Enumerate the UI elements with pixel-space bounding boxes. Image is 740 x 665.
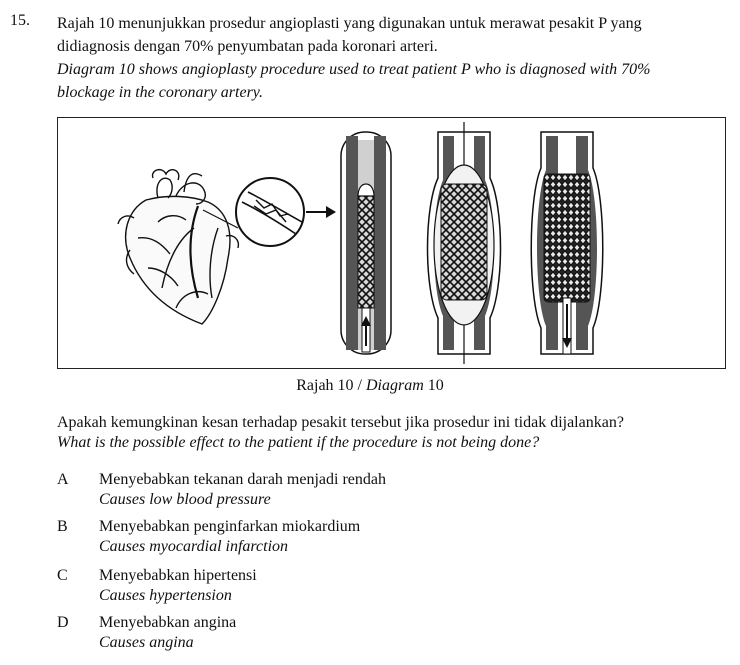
stem-english-line-2: blockage in the coronary artery.	[57, 84, 264, 101]
angioplasty-illustration	[58, 118, 725, 368]
option-letter: D	[57, 614, 69, 631]
option-letter: B	[57, 518, 68, 535]
option-english: Causes low blood pressure	[99, 491, 271, 508]
figure-caption	[0, 377, 740, 395]
right-arrow	[306, 206, 336, 218]
option-malay: Menyebabkan penginfarkan miokardium	[99, 518, 361, 535]
stem-malay-line-2: didiagnosis dengan 70% penyumbatan pada koronari arteri.	[57, 38, 438, 55]
option-malay: Menyebabkan angina	[99, 614, 237, 631]
artery-stage-balloon	[428, 122, 501, 364]
caption-english: Diagram	[365, 377, 424, 394]
question-stem	[57, 12, 727, 104]
artery-closeup-circle	[236, 178, 304, 246]
option-english: Causes myocardial infarction	[99, 538, 289, 555]
option-malay: Menyebabkan tekanan darah menjadi rendah	[99, 471, 386, 488]
option-letter: C	[57, 567, 68, 584]
stem-malay-line-1: Rajah 10 menunjukkan prosedur angioplasti yang digunakan untuk merawat pesakit P yang	[57, 15, 642, 32]
question-number: 15.	[10, 12, 30, 29]
question-prompt	[57, 413, 727, 453]
option-english: Causes hypertension	[99, 587, 232, 604]
artery-stage-stent	[531, 132, 603, 354]
stem-english-prefix: Diagram	[57, 61, 115, 78]
heart-drawing	[118, 170, 238, 324]
option-malay: Menyebabkan hipertensi	[99, 567, 257, 584]
caption-number: 10	[427, 377, 444, 394]
angioplasty-diagram	[57, 117, 726, 369]
prompt-english: What is the possible effect to the patient if the procedure is not being done?	[57, 434, 540, 451]
stem-english-text: 10 shows angioplasty procedure used to treat patient P who is diagnosed with 70%	[118, 61, 651, 78]
caption-malay: Rajah 10 /	[296, 377, 366, 394]
prompt-malay: Apakah kemungkinan kesan terhadap pesakit tersebut jika prosedur ini tidak dijalankan?	[57, 414, 624, 431]
option-letter: A	[57, 471, 69, 488]
artery-stage-catheter	[341, 132, 391, 354]
stem-english-line-1	[57, 58, 727, 81]
option-english: Causes angina	[99, 634, 194, 651]
